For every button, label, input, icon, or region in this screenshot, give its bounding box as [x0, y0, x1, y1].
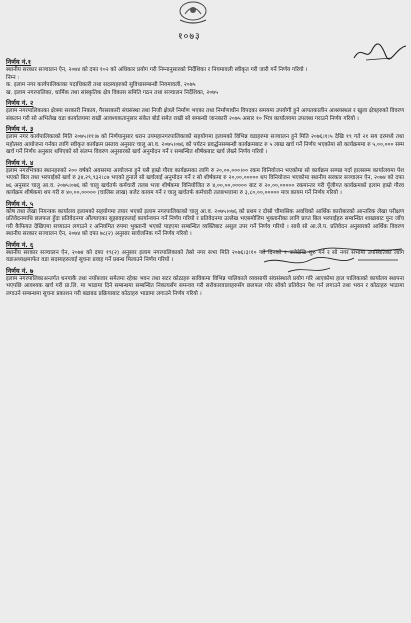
- decision-2: [6, 99, 404, 123]
- decision-heading: निर्णय नं. ४: [6, 158, 34, 167]
- list-label: निम्न :: [6, 74, 20, 81]
- decision-1: [6, 58, 404, 97]
- page-number: १०७३: [178, 32, 201, 42]
- decision-5: [6, 200, 404, 239]
- decision-text: इलाम नगर कार्यपालिकाको मिति २०७५।११।७ को निर्णयानुसार धरान उपमहानगरपालिकाको सहयोगमा इलामको विभिन्न वडाहरुमा सञ्चालन हुने मिति २०७६।१।५ देखि १९ गते २१ सय दरमध्ये तथा महोत्सव आयोजना गर्नका लागि स्वीकृत कार्यक्रम प्रस्ताव अनुसार चालु आ.व. २०७५।०७६ को पर्यटन प्रवर्द्धनसम्बन्धी कार्यक्रमबाट रु ५ लाख खर्च गर्ने निर्णय भएकोमा सो कार्यक्रममा रु ५,००,००० सम्म खर्च गर्ने निर्णय अनुसार थपिएको सो संलग्न विवरण अनुसारको खर्च अनुमोदन गर्ने र सम्बन्धित शीर्षकबाट खर्च लेख्ने निर्णय गरियो ।: [6, 134, 404, 155]
- decision-heading: निर्णय नं. ३: [6, 125, 34, 133]
- decision-heading: निर्णय नं. ५: [6, 199, 34, 208]
- decision-4: [6, 159, 404, 198]
- list-item: क. इलाम नगर कार्यपालिकाका पदाधिकारी तथा सदस्यहरुको सुविधासम्बन्धी नियमावली, २०७५: [6, 82, 196, 88]
- decision-3: [6, 125, 404, 157]
- decision-text: स्थानीय सरकार सञ्चालन ऐन, २०७४ को दफा १९(२) अनुसार इलाम नगरपालिकाको तेस्रो नगर सभा मिति २०७६।३।१० गते दिनको १ बजेदेखि शुरु गर्ने र सो नगर सभामा उपस्थितिका लागि वडाअध्यक्षमार्फत वडा सदस्यहरुलाई सूचना प्रवाह गर्ने प्रबन्ध मिलाउने निर्णय गरियो ।: [6, 249, 404, 263]
- decision-text: इलाम नगरभित्रका स्थानहरुको २०० वर्षको अवसरमा आयोजना हुने यसै हाम्रो गौरव कार्यक्रमका लागि रु २०,००,०००।०० रकम विनियोजन भएकोमा सो कार्यक्रम सम्पन्न गर्दा हालसम्म कार्यालयमा पेश भएको बिल तथा भरपाईको खर्च रु ३४,२९,९३२।८७ भएको हुनाले सो खर्चलाई अनुमोदन गर्ने र सो शीर्षकमा रु २०,००,००००० थप विनियोजन भएकोमा स्थानीय सरकार सञ्चालन ऐन, २०७४ को दफा ७६ अनुसार चालु आ.व. २०७५।०७६ को चालु खर्चतर्फ कर्मचारी तलब भत्ता शीर्षकमा विनियोजित रु ४,००,००,००००० बाट रु २०,००,००००० रकमान्तर गरी पूँजीगत कार्यक्रमको इलाम हाम्रो गौरव कार्यक्रम शीर्षकमा थप गरी रु ४०,००,००००० (चालिस लाख) बजेट कायम गर्ने र चालु खर्चतर्फ कर्मचारी तलबभत्तामा रु ३,८०,००,००००० मात्र कायम गर्ने निर्णय गरियो ।: [6, 167, 404, 196]
- decision-heading: निर्णय नं. ७: [6, 266, 34, 275]
- decision-text: इलाम नगरपालिकाका क्षेत्रमा सरकारी निकाय, गैरसरकारी संघसंस्था तथा निजी क्षेत्रले निर्माण भएका तथा निर्माणाधीन विपदका समयमा उपयोगी हुने आपतकालीन आश्रयस्थल र खुला क्षेत्रहरुको विवरण संकलन गरी सो अभिलेख वडा कार्यालयमा राखी आवश्यकतानुसार संकेत बोर्ड समेत राखी सो सम्बन्धी जानकारी २०७५ असार १० भित्र कार्यालयमा उपलब्ध गराउने निर्णय गरियो ।: [6, 108, 404, 122]
- government-emblem-icon: [168, 0, 218, 26]
- decision-text: कोष तथा लेखा नियन्त्रक कार्यालय इलामको सहयोगमा तयार भएको इलाम नगरपालिकाको चालु आ.व. २०७५।०७६ को प्रथम र दोस्रो चौमासिक अवधिको आर्थिक कारोबारको आन्तरिक लेखा परीक्षण प्रतिवेदनमाथि छलफल हुँदा प्रतिवेदनमा औंल्याएका सुझावहरुलाई कार्यान्वयन गर्ने निर्णय गरियो र प्रतिवेदनमा उल्लेख भएबमोजिम भुक्तानीका लागि प्राप्त बिल भरपाईहरु सम्बन्धित शाखाबाट पुनः जाँच गरी कैफियत देखिएमा सच्याउन लगाउने र अनियमित रुपमा भुक्तानी भएको पाइएमा सम्बन्धित व्यक्तिबाट असुल उपर गर्ने निर्णय गरियो । साथै सो आ.ले.प. प्रतिवेदन अनुसारको आर्थिक विवरण स्थानीय सरकार सञ्चालन ऐन, २०७४ को दफा ७८(२) अनुसार सार्वजनिक गर्ने निर्णय गरियो ।: [6, 208, 404, 237]
- decision-heading: निर्णय नं. ६: [6, 240, 34, 249]
- list-item: ख. इलाम नगरपालिका, धार्मिक तथा सांस्कृतिक क्षेत्र विकास समिति गठन तथा सञ्चालन निर्देशिका, २०७५: [6, 89, 219, 96]
- decision-heading: निर्णय नं.१: [6, 58, 32, 66]
- decision-heading: निर्णय नं. २: [6, 99, 34, 107]
- decision-text: इलाम नगरपालिकाअन्तर्गत धनपाकै तथा नयाँबजार समेतमा रहेका भवन तथा सटर कोठाहरु साविकमा विभिन्न पालिकाले व्यवसायी संघसंस्थाले प्रयोग गरि आएकोमा हाल पालिकाको कार्यालय स्थापना भएपछि आवश्यक खर्च गरी प्रा.लि. मा भाडामा दिने सम्बन्धमा सम्बन्धित निकायसँग समन्वय गरी सरोकारवालाहरुसँग छलफल गरेर सोको प्रतिवेदन पेश गर्न लगाउने तथा भवन र कोठाहरु भाडामा लगाउने सम्बन्धमा सूचना प्रकाशन गरी बढाबढ प्रक्रियाबाट कोठाहरु भाडामा लगाउने निर्णय गरियो ।: [6, 275, 404, 297]
- handwritten-annotation: [258, 246, 406, 276]
- decision-text: स्थानीय सरकार सञ्चालन ऐन, २०७४ को दफा १०२ को अधिकार प्रयोग गरी निम्नानुसारको निर्देशिका र नियमावली स्वीकृत गरी जारी गर्ने निर्णय गरियो ।: [6, 67, 308, 73]
